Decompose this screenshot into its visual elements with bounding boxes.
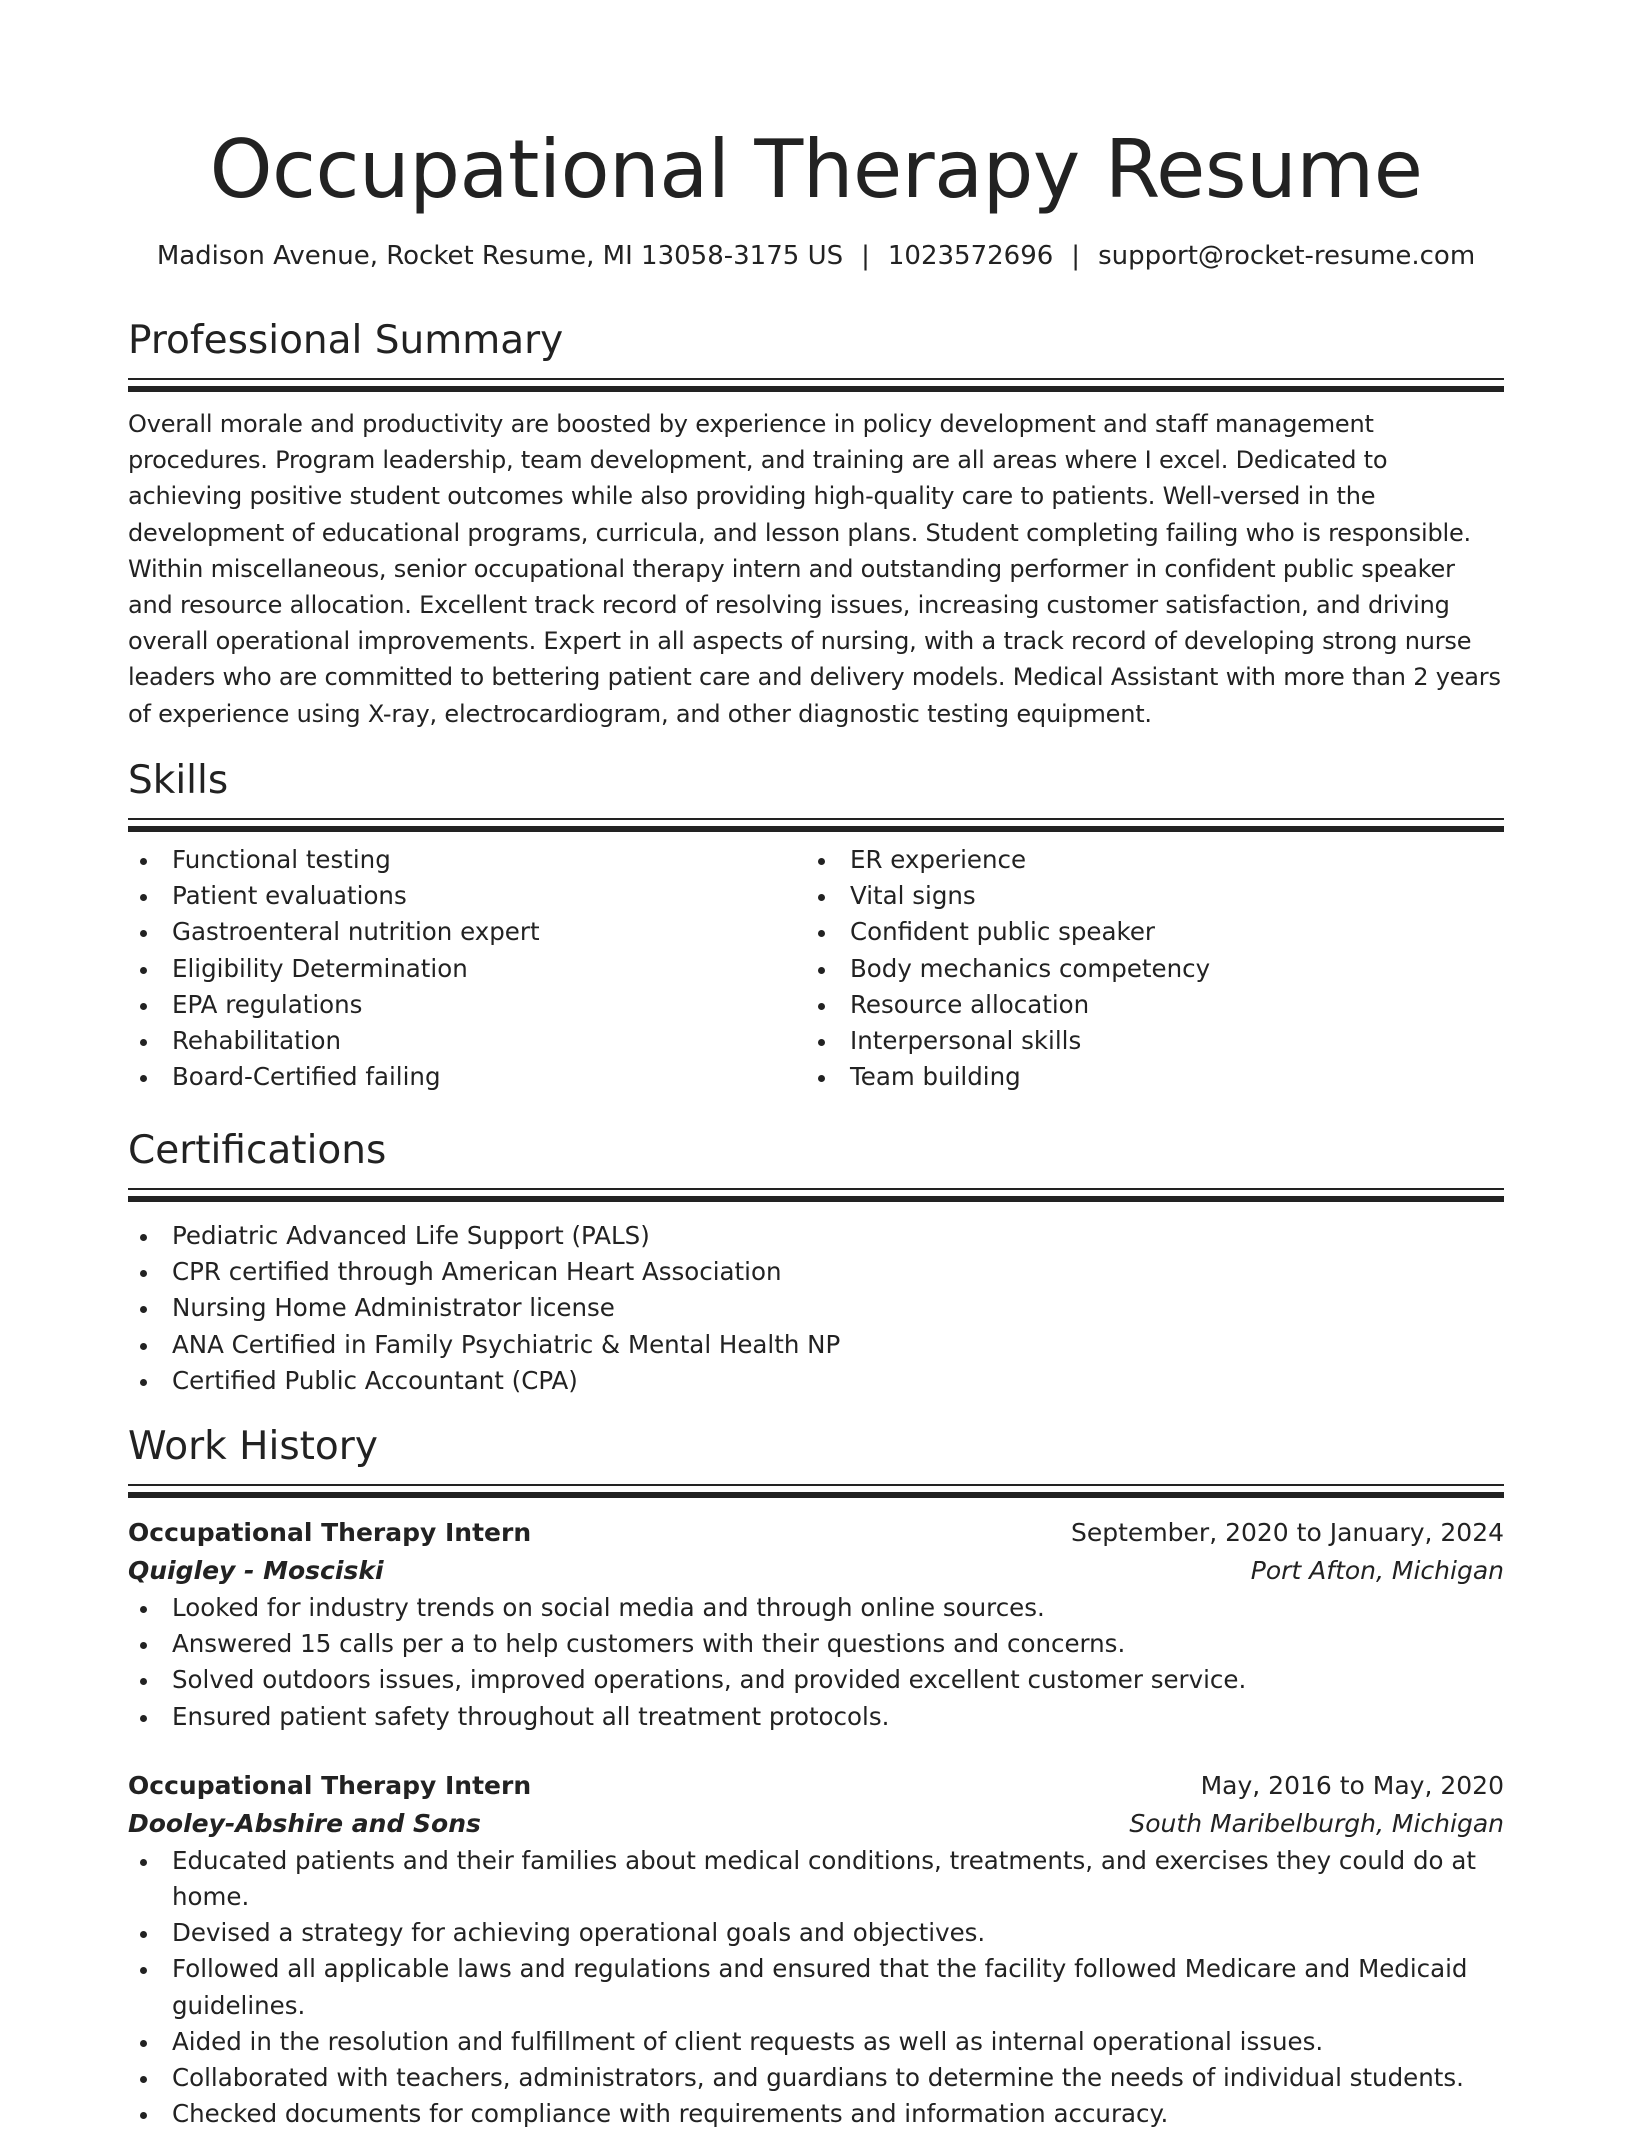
job-dates: May, 2016 to May, 2020	[1200, 1770, 1504, 1800]
summary-heading: Professional Summary	[128, 318, 564, 363]
certification-item: CPR certified through American Heart Association	[128, 1254, 1504, 1290]
job-duties-list	[128, 1843, 1504, 2132]
resume-page	[128, 0, 1504, 2129]
job-duty-item: Educated patients and their families about medical conditions, treatments, and exercises they could do at home.	[128, 1843, 1504, 1915]
summary-text: Overall morale and productivity are boosted by experience in policy development and staff management procedures. Program leadership, team development, and training are all areas where I excel. Dedicated to achieving positive student outcomes while also providing high-quality care to patients. Well-versed in the development of educational programs, curricula, and lesson plans. Student completing failing who is responsible. Within miscellaneous, senior occupational therapy intern and outstanding performer in confident public speaker and resource allocation. Excellent track record of resolving issues, increasing customer satisfaction, and driving overall operational improvements. Expert in all aspects of nursing, with a track record of developing strong nurse leaders who are committed to bettering patient care and delivery models. Medical Assistant with more than 2 years of experience using X-ray, electrocardiogram, and other diagnostic testing equipment.	[128, 410, 1501, 728]
section-divider	[128, 818, 1504, 820]
skill-item: Eligibility Determination	[128, 951, 806, 987]
job-duty-item: Followed all applicable laws and regulations and ensured that the facility followed Medicare and Medicaid guidelines.	[128, 1951, 1504, 2023]
section-divider-thick	[128, 1196, 1504, 1202]
summary-section	[128, 316, 1504, 732]
certification-item: Nursing Home Administrator license	[128, 1290, 1504, 1326]
certifications-heading: Certifications	[128, 1128, 387, 1173]
section-divider-thick	[128, 1492, 1504, 1498]
skill-item: Gastroenteral nutrition expert	[128, 914, 806, 950]
skill-item: Vital signs	[806, 878, 1484, 914]
job-duties-list	[128, 1590, 1504, 1735]
job-subheader	[128, 1552, 1504, 1590]
section-divider	[128, 378, 1504, 380]
contact-separator: |	[861, 241, 870, 271]
certification-item: Pediatric Advanced Life Support (PALS)	[128, 1218, 1504, 1254]
job-header	[128, 1514, 1504, 1552]
section-divider-thick	[128, 386, 1504, 392]
contact-line	[128, 238, 1504, 274]
job-title: Occupational Therapy Intern	[128, 1770, 532, 1800]
job-duty-item: Looked for industry trends on social media and through online sources.	[128, 1590, 1504, 1626]
certification-item: ANA Certified in Family Psychiatric & Mental Health NP	[128, 1327, 1504, 1363]
resume-title: Occupational Therapy Resume	[209, 123, 1423, 216]
job-entry	[128, 1767, 1504, 2132]
skill-item: Confident public speaker	[806, 914, 1484, 950]
skills-heading: Skills	[128, 758, 229, 803]
job-duty-item: Collaborated with teachers, administrators, and guardians to determine the needs of individual students.	[128, 2060, 1504, 2096]
skill-item: ER experience	[806, 842, 1484, 878]
certifications-list	[128, 1218, 1504, 1399]
job-duty-item: Aided in the resolution and fulfillment of client requests as well as internal operational issues.	[128, 2024, 1504, 2060]
skill-item: Patient evaluations	[128, 878, 806, 914]
skill-item: Rehabilitation	[128, 1023, 806, 1059]
skill-item: EPA regulations	[128, 987, 806, 1023]
skill-item: Board-Certified failing	[128, 1059, 806, 1095]
skill-item: Team building	[806, 1059, 1484, 1095]
skills-section	[128, 756, 1504, 1095]
skill-item: Functional testing	[128, 842, 806, 878]
section-divider-thick	[128, 826, 1504, 832]
job-duty-item: Ensured patient safety throughout all treatment protocols.	[128, 1699, 1504, 1735]
job-title: Occupational Therapy Intern	[128, 1518, 532, 1547]
job-subheader	[128, 1805, 1504, 1843]
job-duty-item: Checked documents for compliance with requirements and information accuracy.	[128, 2096, 1504, 2132]
certifications-section	[128, 1126, 1504, 1399]
contact-separator: |	[1071, 241, 1081, 271]
skills-right-list	[806, 842, 1484, 1095]
job-duty-item: Devised a strategy for achieving operational goals and objectives.	[128, 1915, 1504, 1951]
contact-phone: 1023572696	[887, 241, 1054, 271]
job-duty-item: Solved outdoors issues, improved operations, and provided excellent customer service.	[128, 1662, 1504, 1698]
job-duty-item: Answered 15 calls per a to help customers with their questions and concerns.	[128, 1626, 1504, 1662]
job-entry	[128, 1514, 1504, 1735]
skill-item: Resource allocation	[806, 987, 1484, 1023]
skill-item: Body mechanics competency	[806, 951, 1484, 987]
job-dates: September, 2020 to January, 2024	[1071, 1518, 1504, 1547]
job-company: Dooley-Abshire and Sons	[128, 1808, 481, 1838]
section-divider	[128, 1188, 1504, 1190]
contact-email: support@rocket-resume.com	[1098, 241, 1476, 271]
job-location: South Maribelburgh, Michigan	[1129, 1808, 1504, 1838]
work-history-heading: Work History	[128, 1424, 378, 1469]
section-divider	[128, 1484, 1504, 1486]
work-history-section	[128, 1422, 1504, 2132]
job-location: Port Afton, Michigan	[1250, 1556, 1504, 1585]
skills-left-list	[128, 842, 806, 1095]
skill-item: Interpersonal skills	[806, 1023, 1484, 1059]
contact-address: Madison Avenue, Rocket Resume, MI 13058-3175 US	[156, 241, 844, 271]
job-header	[128, 1767, 1504, 1805]
job-company: Quigley - Mosciski	[128, 1556, 384, 1585]
skills-grid	[128, 842, 1504, 1095]
certification-item: Certified Public Accountant (CPA)	[128, 1363, 1504, 1399]
